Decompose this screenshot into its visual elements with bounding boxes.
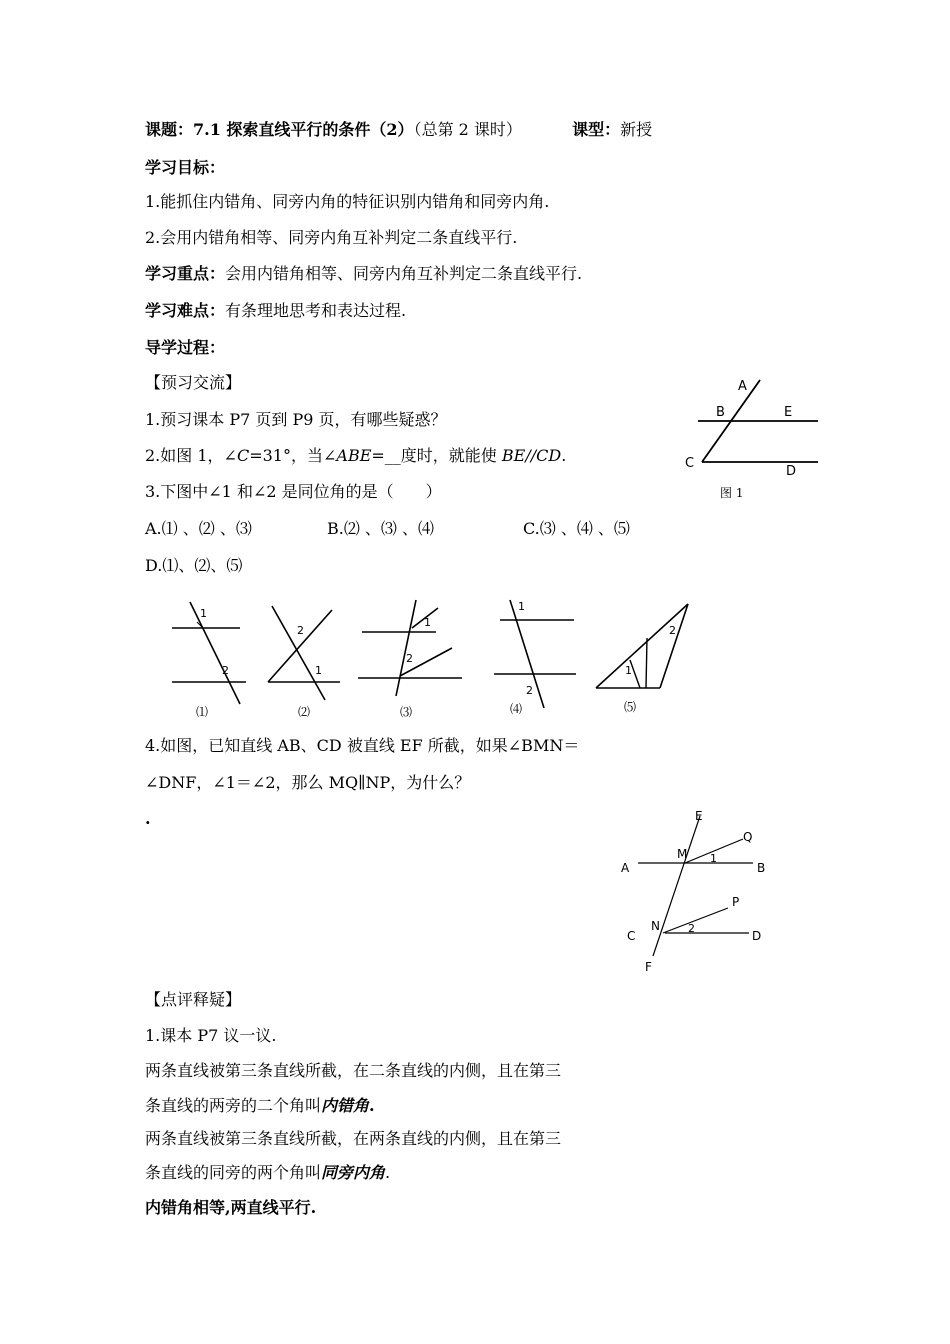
- q3-figure-4: [494, 600, 576, 716]
- key-point-label: 学习重点：: [145, 264, 226, 283]
- fig-3-angle-2: 2: [406, 652, 413, 665]
- q4-line-ef: [653, 816, 700, 956]
- goal-item-1: 1.能抓住内错角、同旁内角的特征识别内错角和同旁内角.: [145, 192, 550, 211]
- lesson-period: （总第 2 课时）: [413, 120, 522, 139]
- q3-figure-3: [358, 600, 462, 719]
- fig-3-angle-1: 1: [424, 616, 431, 629]
- q4-label-m: M: [677, 847, 688, 861]
- q2-var-abe: ABE: [336, 446, 372, 465]
- review-heading: 【点评释疑】: [145, 990, 242, 1009]
- preview-heading: 【预习交流】: [145, 373, 242, 392]
- fig-2-angle-2: 2: [297, 624, 304, 637]
- preview-q4-line2: ∠DNF，∠1＝∠2，那么 MQ∥NP，为什么？: [145, 773, 471, 792]
- fig-1-caption: ⑴: [196, 705, 209, 719]
- fig1-label-d: D: [786, 464, 797, 479]
- difficulty-text: 有条理地思考和表达过程.: [225, 301, 407, 320]
- preview-q1: 1.预习课本 P7 页到 P9 页，有哪些疑惑？: [145, 410, 447, 429]
- preview-q3: 3.下图中∠1 和∠2 是同位角的是（ ）: [145, 482, 442, 501]
- q3-figure-5: [596, 604, 688, 714]
- term-same-side-interior: 同旁内角: [321, 1163, 386, 1182]
- q4-ray-np: [663, 908, 728, 933]
- review-p2-text: 条直线的同旁的两个角叫: [145, 1163, 322, 1182]
- fig1-label-c: C: [685, 456, 695, 471]
- review-p1-line1: 两条直线被第三条直线所截，在二条直线的内侧，且在第三: [145, 1061, 562, 1080]
- q4-label-q: Q: [743, 830, 753, 844]
- goal-item-2: 2.会用内错角相等、同旁内角互补判定二条直线平行.: [145, 228, 518, 247]
- fig1-caption: 图 1: [720, 486, 744, 500]
- fig1-label-e: E: [784, 405, 793, 420]
- lesson-title: 7.1 探索直线平行的条件（2）: [193, 120, 414, 139]
- review-p1-text: 条直线的两旁的二个角叫: [145, 1096, 322, 1115]
- q2-text-a: 2.如图 1，∠: [145, 446, 237, 465]
- stray-dot: .: [145, 809, 151, 828]
- fig-5-angle-1: 1: [625, 664, 632, 677]
- fig-4-angle-1: 1: [518, 600, 525, 613]
- q2-text-d: =__度时，就能使: [371, 446, 502, 465]
- lesson-type-value: 新授: [620, 120, 653, 139]
- review-p1-line2: [145, 1096, 375, 1116]
- difficulty-label: 学习难点：: [145, 301, 226, 320]
- figure-q4: [615, 806, 775, 976]
- fig-2-caption: ⑵: [298, 705, 311, 719]
- option-c: C.⑶ 、⑷ 、⑸: [523, 519, 630, 538]
- fig-2-angle-1: 1: [315, 664, 322, 677]
- figure-1: [680, 372, 830, 502]
- review-item-1: 1.课本 P7 议一议.: [145, 1026, 277, 1045]
- q4-label-f: F: [645, 960, 652, 974]
- review-p2-line2: [145, 1163, 390, 1183]
- fig-5-angle-2: 2: [669, 624, 676, 637]
- q4-label-a: A: [621, 861, 630, 875]
- q2-var-c: C: [236, 446, 250, 465]
- lesson-type-label: 课型：: [572, 120, 621, 139]
- term-alternate-interior: 内错角: [321, 1096, 370, 1115]
- q4-angle-1: 1: [710, 852, 717, 865]
- lesson-header: [145, 120, 652, 140]
- key-point: [145, 264, 582, 284]
- fig1-label-a: A: [738, 379, 747, 394]
- q4-label-e: E: [695, 809, 703, 823]
- review-p2-line1: 两条直线被第三条直线所截，在两条直线的内侧，且在第三: [145, 1129, 562, 1148]
- q2-text-b: =31°，当∠: [249, 446, 337, 465]
- option-d: D.⑴、⑵、⑸: [145, 556, 243, 575]
- preview-q4-line1: 4.如图，已知直线 AB、CD 被直线 EF 所截，如果∠BMN＝: [145, 736, 580, 755]
- review-p2-end: .: [385, 1163, 391, 1182]
- q4-label-c: C: [627, 929, 636, 943]
- option-a: A.⑴ 、⑵ 、⑶: [145, 519, 252, 538]
- q4-label-b: B: [757, 861, 766, 875]
- fig-4-caption: ⑷: [510, 702, 523, 716]
- preview-q2: [145, 446, 566, 466]
- q3-options-row: [145, 519, 630, 539]
- review-p1-end: .: [369, 1096, 375, 1115]
- process-heading: 导学过程：: [145, 338, 226, 357]
- q3-figure-1: [172, 602, 246, 719]
- header-label: 课题：: [145, 120, 194, 139]
- q4-angle-2: 2: [688, 922, 695, 935]
- q2-var-be-cd: BE//CD: [501, 446, 562, 465]
- q4-label-p: P: [732, 895, 740, 909]
- option-b: B.⑵ 、⑶ 、⑷: [327, 519, 435, 538]
- fig-3-caption: ⑶: [400, 705, 413, 719]
- key-point-text: 会用内错角相等、同旁内角互补判定二条直线平行.: [225, 264, 583, 283]
- q3-figure-2: [268, 606, 340, 719]
- q2-end: .: [561, 446, 567, 465]
- q3-figure-row: [160, 596, 700, 720]
- fig-4-angle-2: 2: [526, 684, 533, 697]
- review-conclusion: 内错角相等,两直线平行.: [145, 1198, 317, 1217]
- fig-1-angle-1: 1: [200, 607, 207, 620]
- q4-label-n: N: [651, 919, 660, 933]
- goals-heading: 学习目标：: [145, 158, 226, 177]
- fig1-label-b: B: [716, 405, 725, 420]
- fig-5-caption: ⑸: [624, 700, 637, 714]
- difficulty: [145, 301, 406, 321]
- fig-1-angle-2: 2: [222, 664, 229, 677]
- q4-label-d: D: [752, 929, 762, 943]
